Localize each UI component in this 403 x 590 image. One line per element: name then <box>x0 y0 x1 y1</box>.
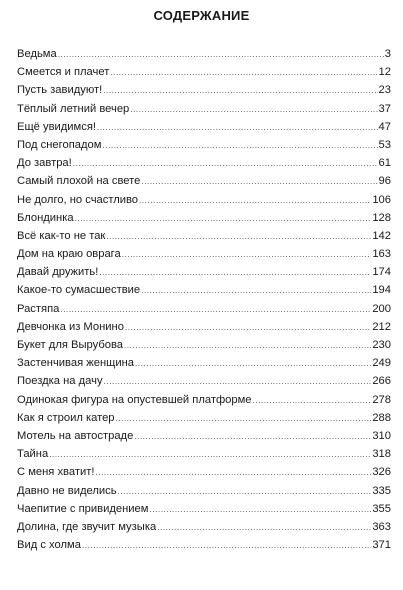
toc-entry <box>17 154 391 172</box>
toc-leader-dots <box>95 464 371 482</box>
toc-entry-title: Дом на краю оврага <box>17 248 121 261</box>
toc-entry-title: Застенчивая женщина <box>17 357 134 370</box>
toc-entry-title: До завтра! <box>17 157 72 170</box>
toc-leader-dots <box>125 319 371 337</box>
toc-entry-page: 128 <box>372 211 391 224</box>
toc-entry-title: Ведьма <box>17 48 57 60</box>
toc-entry-title: Мотель на автостраде <box>17 429 134 442</box>
toc-leader-dots <box>103 82 377 100</box>
toc-leader-dots <box>82 537 371 555</box>
toc-entry-page: 318 <box>372 448 391 461</box>
toc-leader-dots <box>110 64 377 82</box>
toc-leader-dots <box>149 501 371 519</box>
toc-entry <box>17 172 391 190</box>
table-of-contents <box>17 45 391 554</box>
toc-entry-page: 194 <box>372 284 391 297</box>
toc-entry-page: 278 <box>372 393 391 406</box>
toc-entry-title: Тайна <box>17 448 49 461</box>
toc-entry <box>17 100 391 118</box>
toc-entry-title: Блондинка <box>17 211 74 224</box>
toc-entry <box>17 118 391 136</box>
toc-leader-dots <box>118 483 372 501</box>
toc-entry <box>17 372 391 390</box>
toc-entry <box>17 354 391 372</box>
toc-leader-dots <box>122 246 372 264</box>
toc-entry <box>17 263 391 281</box>
toc-entry-page: 23 <box>378 84 391 97</box>
toc-entry <box>17 136 391 154</box>
toc-leader-dots <box>75 210 372 228</box>
toc-entry-title: Букет для Вырубова <box>17 339 124 351</box>
toc-leader-dots <box>73 155 378 173</box>
toc-entry-page: 3 <box>384 48 391 60</box>
toc-entry-title: Пусть завидуют! <box>17 84 103 97</box>
toc-entry <box>17 463 391 481</box>
toc-entry <box>17 336 391 354</box>
toc-leader-dots <box>60 301 371 319</box>
toc-entry <box>17 445 391 463</box>
toc-entry-page: 106 <box>372 193 391 206</box>
toc-entry-page: 326 <box>372 466 391 479</box>
toc-entry-title: Растяпа <box>17 302 60 315</box>
toc-entry <box>17 45 391 63</box>
toc-entry <box>17 536 391 554</box>
toc-leader-dots <box>97 119 378 137</box>
toc-entry-title: Под снегопадом <box>17 138 102 151</box>
toc-entry <box>17 318 391 336</box>
toc-leader-dots <box>102 137 377 155</box>
toc-entry <box>17 482 391 500</box>
toc-entry-page: 371 <box>372 539 391 552</box>
toc-entry <box>17 427 391 445</box>
toc-leader-dots <box>141 173 377 191</box>
toc-leader-dots <box>139 192 371 210</box>
toc-entry-page: 163 <box>372 248 391 261</box>
toc-entry-page: 174 <box>372 266 391 279</box>
toc-entry-page: 310 <box>372 429 391 442</box>
toc-entry <box>17 191 391 209</box>
toc-entry-page: 142 <box>372 229 391 242</box>
toc-entry-title: Какое-то сумасшествие <box>17 284 141 297</box>
toc-entry-page: 363 <box>372 520 391 533</box>
toc-entry-page: 355 <box>372 502 391 515</box>
toc-entry-title: С меня хватит! <box>17 466 95 479</box>
toc-entry <box>17 63 391 81</box>
toc-entry-page: 47 <box>378 120 391 133</box>
toc-entry-page: 12 <box>378 66 391 79</box>
toc-entry-title: Ещё увидимся! <box>17 120 97 133</box>
toc-leader-dots <box>141 282 371 300</box>
toc-entry-page: 200 <box>372 302 391 315</box>
toc-entry <box>17 245 391 263</box>
toc-entry-title: Смеется и плачет <box>17 66 110 79</box>
toc-entry-page: 53 <box>378 138 391 151</box>
toc-entry-title: Давно не виделись <box>17 484 117 497</box>
page-title: СОДЕРЖАНИЕ <box>153 8 250 23</box>
toc-leader-dots <box>49 446 371 464</box>
toc-entry-page: 61 <box>378 157 391 170</box>
toc-leader-dots <box>58 46 384 64</box>
toc-leader-dots <box>104 373 372 391</box>
toc-entry <box>17 209 391 227</box>
toc-entry <box>17 300 391 318</box>
toc-entry-title: Всё как-то не так <box>17 229 106 242</box>
toc-entry-title: Тёплый летний вечер <box>17 102 130 115</box>
toc-entry <box>17 409 391 427</box>
toc-entry-page: 288 <box>372 411 391 424</box>
toc-leader-dots <box>116 410 372 428</box>
toc-entry-page: 230 <box>372 339 391 351</box>
toc-entry-title: Как я строил катер <box>17 411 115 424</box>
toc-entry-title: Одинокая фигура на опустевшей платформе <box>17 393 252 406</box>
toc-entry-page: 96 <box>378 175 391 188</box>
toc-entry-page: 266 <box>372 375 391 388</box>
toc-leader-dots <box>134 428 371 446</box>
toc-entry <box>17 391 391 409</box>
toc-leader-dots <box>99 264 371 282</box>
toc-entry-page: 249 <box>372 357 391 370</box>
toc-entry <box>17 518 391 536</box>
toc-entry <box>17 227 391 245</box>
toc-leader-dots <box>135 355 371 373</box>
toc-entry-page: 335 <box>372 484 391 497</box>
toc-entry-page: 212 <box>372 320 391 333</box>
toc-leader-dots <box>157 519 371 537</box>
toc-leader-dots <box>124 337 371 355</box>
toc-entry-title: Поездка на дачу <box>17 375 103 388</box>
toc-entry-title: Долина, где звучит музыка <box>17 520 157 533</box>
toc-entry-title: Давай дружить! <box>17 266 99 279</box>
toc-entry <box>17 281 391 299</box>
toc-entry-title: Вид с холма <box>17 539 81 552</box>
toc-entry-title: Чаепитие с привидением <box>17 502 149 515</box>
toc-leader-dots <box>106 228 371 246</box>
toc-leader-dots <box>130 101 377 119</box>
toc-entry-page: 37 <box>378 102 391 115</box>
toc-entry-title: Девчонка из Монино <box>17 320 124 333</box>
toc-entry-title: Не долго, но счастливо <box>17 193 139 206</box>
toc-entry <box>17 500 391 518</box>
toc-leader-dots <box>253 392 372 410</box>
toc-entry-title: Самый плохой на свете <box>17 175 141 188</box>
toc-entry <box>17 81 391 99</box>
